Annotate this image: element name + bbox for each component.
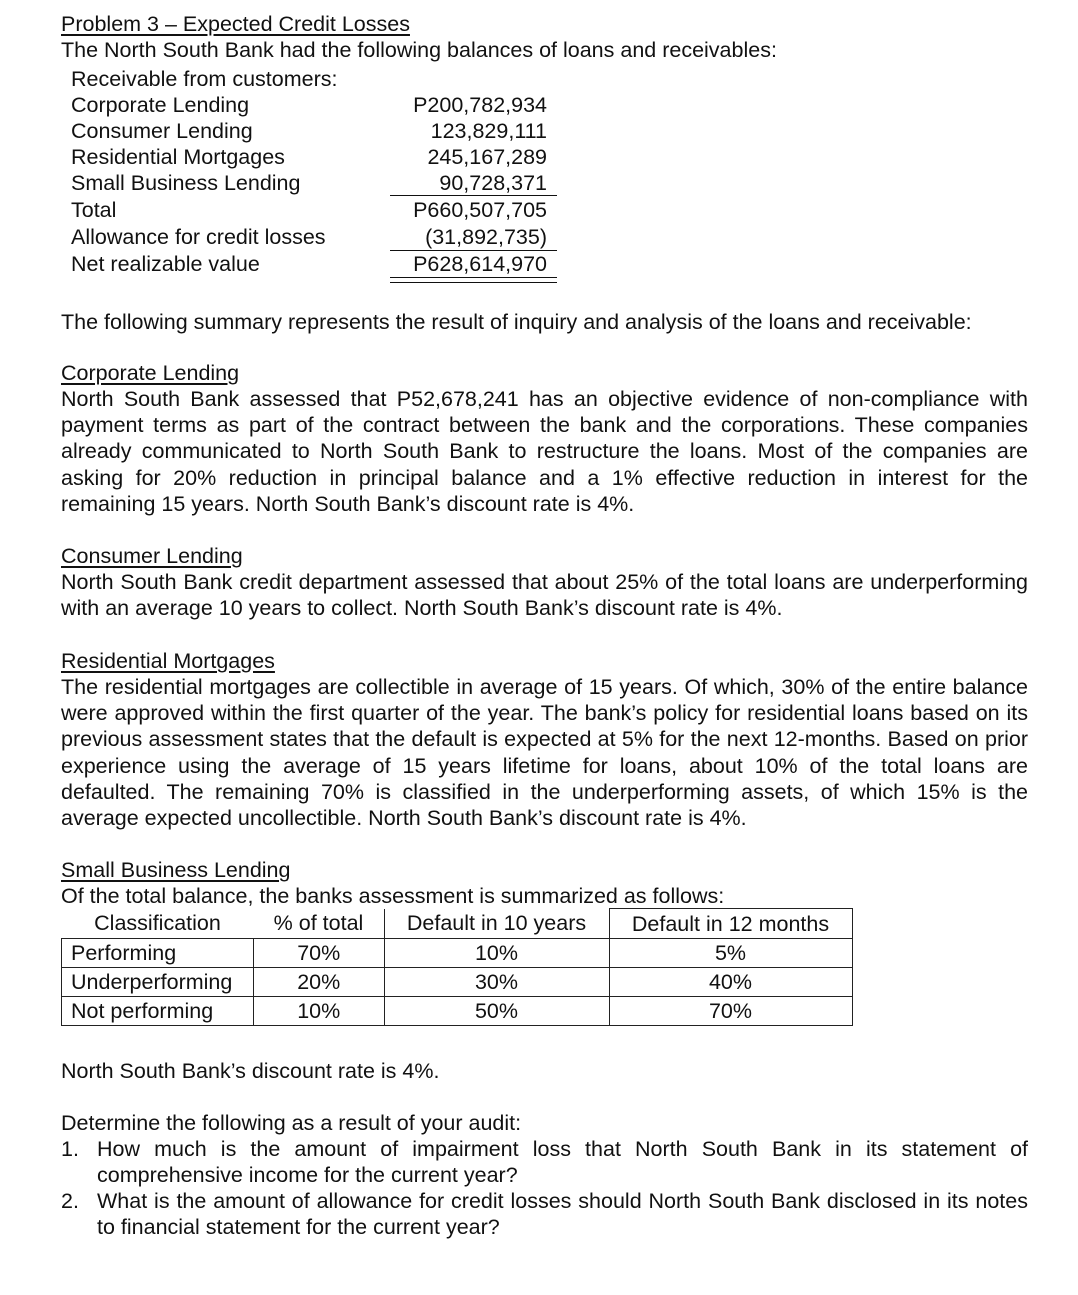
residential-text: The residential mortgages are collectible in average of 15 years. Of which, 30% of the entire balance were approved within the first quarter of the year. The bank’s policy for residential loans based on its previous assessment states that the default is expected at 5% for the next 12-months. Based on prior experience using the average of 15 years lifetime for loans, about 10% of the total loans are defaulted. The remaining 70% is classified in the underperforming assets, of which 15% is the average expected uncollectible. North South Bank’s discount rate is 4%. [61, 675, 1028, 831]
small-business-heading: Small Business Lending [61, 858, 291, 882]
total-amount: P660,507,705 [413, 198, 547, 222]
corporate-text: North South Bank assessed that P52,678,241 has an objective evidence of non-compliance with payment terms as part of the contract between the bank and the corporations. These companies already communicated to North South Bank to restructure the loans. Most of the companies are asking for 20% reduction in principal balance and a 1% effective reduction in interest for the remaining 15 years. North South Bank’s discount rate is 4%. [61, 387, 1028, 516]
question-item [61, 1188, 1028, 1240]
subtotal-rule [390, 195, 557, 196]
corporate-heading: Corporate Lending [61, 361, 240, 385]
table-cell: 50% [384, 997, 609, 1026]
balances-heading: Receivable from customers: [71, 67, 338, 91]
table-header: Default in 10 years [384, 909, 609, 939]
balance-label: Small Business Lending [71, 171, 301, 195]
table-cell: 70% [609, 997, 852, 1026]
small-business-table [61, 908, 853, 1026]
table-cell: 20% [254, 968, 385, 997]
balance-amount: 245,167,289 [427, 145, 547, 169]
question-number: 1. [61, 1137, 79, 1161]
problem-title: Problem 3 – Expected Credit Losses [61, 12, 410, 36]
table-row [62, 997, 853, 1026]
small-business-intro: Of the total balance, the banks assessment is summarized as follows: [61, 884, 725, 908]
balance-amount: 90,728,371 [439, 171, 547, 195]
table-cell: 5% [609, 939, 852, 968]
table-cell: 10% [384, 939, 609, 968]
question-text: What is the amount of allowance for credit losses should North South Bank disclosed in its notes to financial statement for the current year? [97, 1189, 1028, 1239]
balance-amount: P200,782,934 [413, 93, 547, 117]
balance-label: Consumer Lending [71, 119, 253, 143]
table-cell: Underperforming [62, 968, 254, 997]
question-list [61, 1136, 1028, 1240]
allowance-label: Allowance for credit losses [71, 225, 326, 249]
table-cell: 70% [254, 939, 385, 968]
balance-amount: 123,829,111 [430, 119, 547, 143]
net-label: Net realizable value [71, 252, 260, 276]
double-rule-bottom [390, 282, 557, 283]
double-rule-top [390, 277, 557, 278]
small-business-note: North South Bank’s discount rate is 4%. [61, 1059, 440, 1083]
total-label: Total [71, 198, 117, 222]
intro-text: The North South Bank had the following balances of loans and receivables: [61, 38, 777, 62]
table-cell: 30% [384, 968, 609, 997]
net-amount: P628,614,970 [413, 252, 547, 276]
question-item [61, 1136, 1028, 1188]
determine-intro: Determine the following as a result of your audit: [61, 1111, 522, 1135]
consumer-text: North South Bank credit department assessed that about 25% of the total loans are underperforming with an average 10 years to collect. North South Bank’s discount rate is 4%. [61, 570, 1028, 621]
balance-label: Residential Mortgages [71, 145, 285, 169]
table-cell: Performing [62, 939, 254, 968]
table-header: Classification [62, 909, 254, 939]
allowance-amount: (31,892,735) [425, 225, 547, 249]
summary-intro: The following summary represents the result of inquiry and analysis of the loans and receivable: [61, 310, 972, 334]
table-header: % of total [254, 909, 385, 939]
table-row [62, 939, 853, 968]
table-header-row [62, 909, 853, 939]
question-text: How much is the amount of impairment loss that North South Bank in its statement of comprehensive income for the current year? [97, 1137, 1028, 1187]
table-header: Default in 12 months [609, 909, 852, 939]
table-cell: 40% [609, 968, 852, 997]
balance-label: Corporate Lending [71, 93, 250, 117]
table-row [62, 968, 853, 997]
table-cell: 10% [254, 997, 385, 1026]
consumer-heading: Consumer Lending [61, 544, 243, 568]
residential-heading: Residential Mortgages [61, 649, 275, 673]
table-cell: Not performing [62, 997, 254, 1026]
question-number: 2. [61, 1189, 79, 1213]
